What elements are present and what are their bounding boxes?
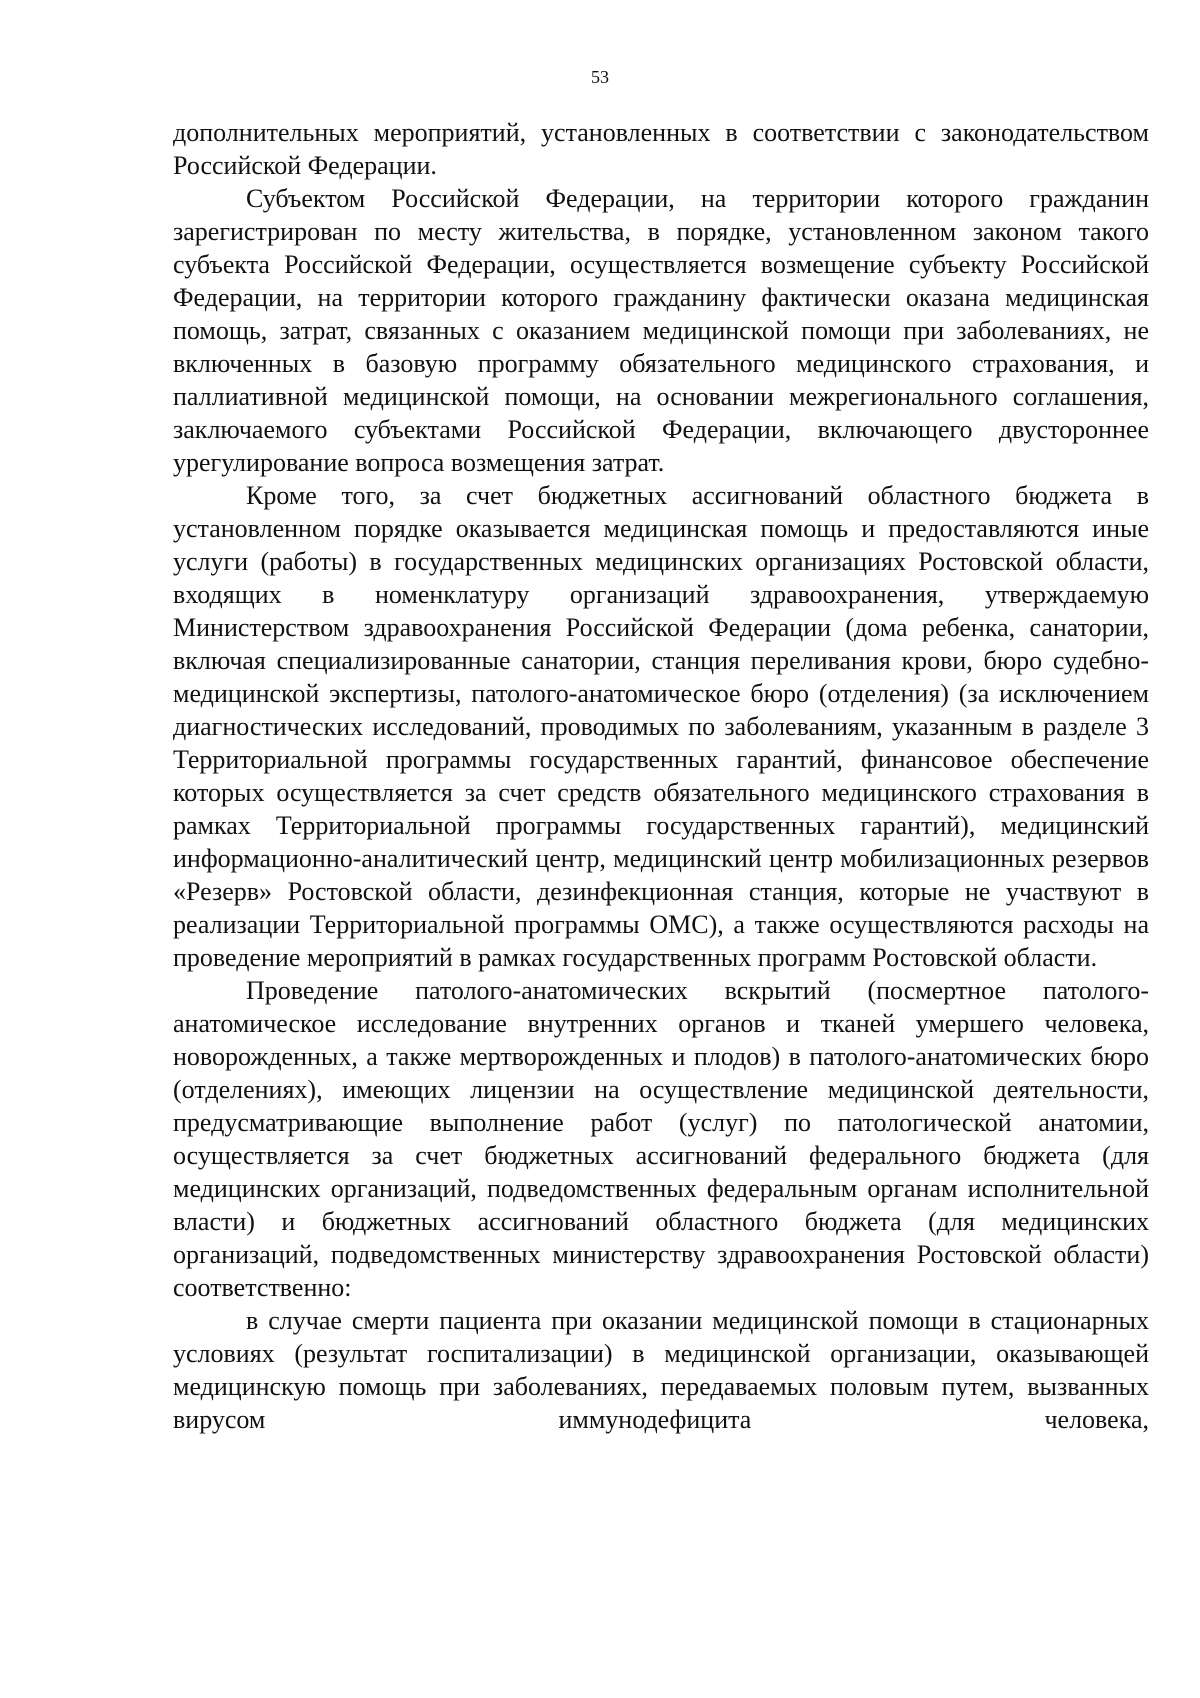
paragraph-continued: дополнительных мероприятий, установленных в соответствии с законодательством Российской Федерации. xyxy=(173,118,1149,180)
page-number: 53 xyxy=(591,67,609,87)
document-body xyxy=(173,116,1149,1436)
paragraph-reimbursement: Субъектом Российской Федерации, на территории которого гражданин зарегистрирован по месту жительства, в порядке, установленном законом такого субъекта Российской Федерации, осуществляется возмещение субъекту Российской Федерации, на территории которого гражданину фактически оказана медицинская помощь, затрат, связанных с оказанием медицинской помощи при заболеваниях, не включенных в базовую программу обязательного медицинского страхования, и паллиативной медицинской помощи, на основании межрегионального соглашения, заключаемого субъектами Российской Федерации, включающего двустороннее урегулирование вопроса возмещения затрат. xyxy=(173,184,1149,477)
paragraph-autopsies: Проведение патолого-анатомических вскрытий (посмертное патолого-анатомическое исследование внутренних органов и тканей умершего человека, новорожденных, а также мертворожденных и плодов) в патолого-анатомических бюро (отделениях), имеющих лицензии на осуществление медицинской деятельности, предусматривающие выполнение работ (услуг) по патологической анатомии, осуществляется за счет бюджетных ассигнований федерального бюджета (для медицинских организаций, подведомственных федеральным органам исполнительной власти) и бюджетных ассигнований областного бюджета (для медицинских организаций, подведомственных министерству здравоохранения Ростовской области) соответственно: xyxy=(173,976,1149,1302)
paragraph-hospital-death-case: в случае смерти пациента при оказании медицинской помощи в стационарных условиях (результат госпитализации) в медицинской организации, оказывающей медицинскую помощь при заболеваниях, передаваемых половым путем, вызванных вирусом иммунодефицита человека, xyxy=(173,1306,1149,1434)
paragraph-regional-budget: Кроме того, за счет бюджетных ассигнований областного бюджета в установленном порядке оказывается медицинская помощь и предоставляются иные услуги (работы) в государственных медицинских организациях Ростовской области, входящих в номенклатуру организаций здравоохранения, утверждаемую Министерством здравоохранения Российской Федерации (дома ребенка, санатории, включая специализированные санатории, станция переливания крови, бюро судебно-медицинской экспертизы, патолого-анатомическое бюро (отделения) (за исключением диагностических исследований, проводимых по заболеваниям, указанным в разделе 3 Территориальной программы государственных гарантий, финансовое обеспечение которых осуществляется за счет средств обязательного медицинского страхования в рамках Территориальной программы государственных гарантий), медицинский информационно-аналитический центр, медицинский центр мобилизационных резервов «Резерв» Ростовской области, дезинфекционная станция, которые не участвуют в реализации Территориальной программы ОМС), а также осуществляются расходы на проведение мероприятий в рамках государственных программ Ростовской области. xyxy=(173,481,1149,972)
